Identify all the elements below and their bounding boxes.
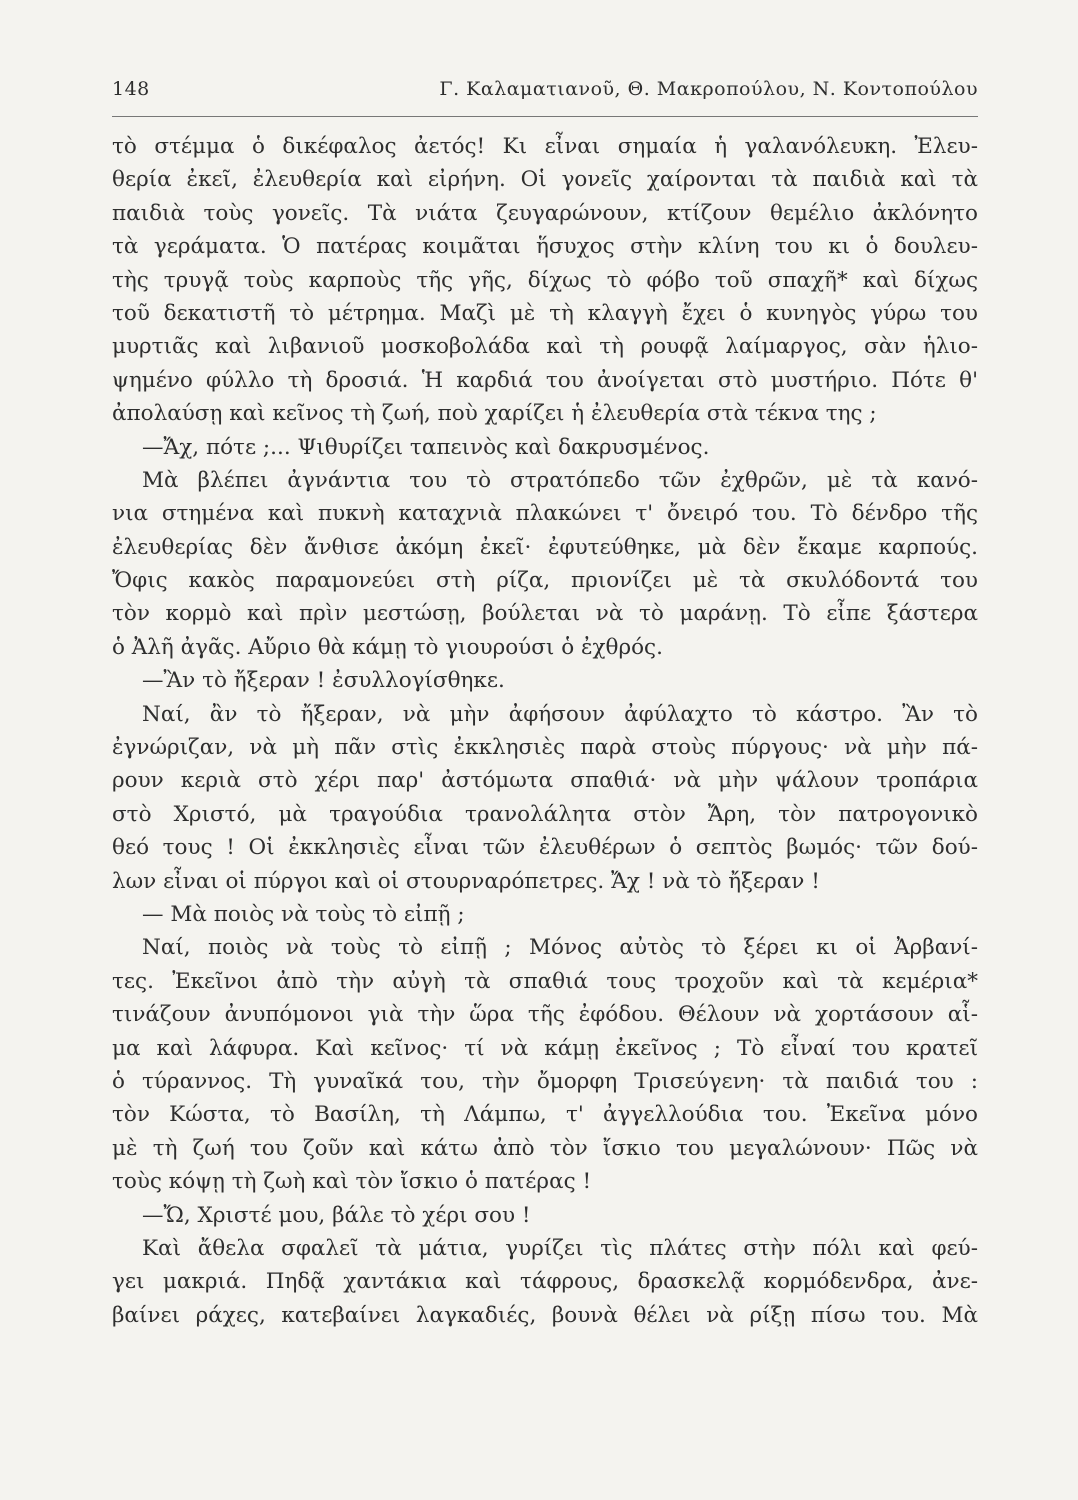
text-line: τινάζουν ἀνυπόμονοι γιὰ τὴν ὥρα τῆς ἐφόδου. Θέλουν νὰ χορτάσουν αἷ-	[112, 1002, 978, 1028]
text-line: ψημένο φύλλο τὴ δροσιά. Ἡ καρδιά του ἀνοίγεται στὸ μυστήριο. Πότε θ'	[112, 367, 978, 393]
text-line: μα καὶ λάφυρα. Καὶ κεῖνος· τί νὰ κάμῃ ἐκεῖνος ; Τὸ εἶναί του κρατεῖ	[112, 1035, 978, 1061]
text-line: —Ὤ, Χριστέ μου, βάλε τὸ χέρι σου !	[142, 1202, 531, 1228]
text-line: ρουν κεριὰ στὸ χέρι παρ' ἀστόμωτα σπαθιά· νὰ μὴν ψάλουν τροπάρια	[112, 768, 978, 794]
text-line: μὲ τὴ ζωή του ζοῦν καὶ κάτω ἀπὸ τὸν ἴσκιο του μεγαλώνουν· Πῶς νὰ	[112, 1135, 978, 1161]
text-line: τοῦ δεκατιστῆ τὸ μέτρημα. Μαζὶ μὲ τὴ κλαγγὴ ἔχει ὁ κυνηγὸς γύρω του	[112, 300, 978, 326]
text-line: —Ἄχ, πότε ;... Ψιθυρίζει ταπεινὸς καὶ δακρυσμένος.	[142, 434, 710, 460]
body-text	[112, 130, 978, 1332]
text-line: τὴς τρυγᾷ τοὺς καρποὺς τῆς γῆς, δίχως τὸ φόβο τοῦ σπαχῆ* καὶ δίχως	[112, 267, 978, 293]
text-line: ἀπολαύσῃ καὶ κεῖνος τὴ ζωή, ποὺ χαρίζει ἡ ἐλευθερία στὰ τέκνα της ;	[112, 401, 877, 427]
text-line: τὸν Κώστα, τὸ Βασίλη, τὴ Λάμπω, τ' ἀγγελλούδια του. Ἐκεῖνα μόνο	[112, 1102, 978, 1128]
text-line: ὁ Ἀλῆ ἀγᾶς. Αὔριο θὰ κάμῃ τὸ γιουρούσι ὁ ἐχθρός.	[112, 634, 663, 660]
text-line: θερία ἐκεῖ, ἐλευθερία καὶ εἰρήνη. Οἱ γονεῖς χαίρονται τὰ παιδιὰ καὶ τὰ	[112, 167, 978, 193]
text-line: ἐλευθερίας δὲν ἄνθισε ἀκόμη ἐκεῖ· ἐφυτεύθηκε, μὰ δὲν ἔκαμε καρπούς.	[112, 534, 978, 560]
text-line: Ναί, ἂν τὸ ἤξεραν, νὰ μὴν ἀφήσουν ἀφύλαχτο τὸ κάστρο. Ἂν τὸ	[142, 701, 978, 727]
header-rule	[112, 116, 978, 117]
text-line: Ὄφις κακὸς παραμονεύει στὴ ρίζα, πριονίζει μὲ τὰ σκυλόδοντά του	[112, 568, 978, 594]
page-header	[112, 78, 978, 110]
text-line: τὸ στέμμα ὁ δικέφαλος ἀετός! Κι εἶναι σημαία ἡ γαλανόλευκη. Ἐλευ-	[112, 134, 978, 159]
text-line: τὸν κορμὸ καὶ πρὶν μεστώσῃ, βούλεται νὰ τὸ μαράνῃ. Τὸ εἶπε ξάστερα	[112, 601, 978, 627]
text-line: βαίνει ράχες, κατεβαίνει λαγκαδιές, βουνὰ θέλει νὰ ρίξῃ πίσω του. Μὰ	[112, 1302, 978, 1328]
text-line: τες. Ἐκεῖνοι ἀπὸ τὴν αὐγὴ τὰ σπαθιά τους τροχοῦν καὶ τὰ κεμέρια*	[112, 968, 978, 994]
text-line: — Μὰ ποιὸς νὰ τοὺς τὸ εἰπῇ ;	[142, 901, 465, 927]
text-line: ὁ τύραννος. Τὴ γυναῖκά του, τὴν ὄμορφη Τρισεύγενη· τὰ παιδιά του :	[112, 1068, 978, 1094]
text-line: τοὺς κόψῃ τὴ ζωὴ καὶ τὸν ἴσκιο ὁ πατέρας !	[112, 1169, 592, 1195]
text-line: τὰ γεράματα. Ὁ πατέρας κοιμᾶται ἥσυχος στὴν κλίνη του κι ὁ δουλευ-	[112, 234, 978, 260]
text-line: Καὶ ἄθελα σφαλεῖ τὰ μάτια, γυρίζει τὶς πλάτες στὴν πόλι καὶ φεύ-	[142, 1235, 978, 1261]
text-line: στὸ Χριστό, μὰ τραγούδια τρανολάλητα στὸν Ἄρη, τὸν πατρογονικὸ	[112, 801, 978, 827]
text-line: Ναί, ποιὸς νὰ τοὺς τὸ εἰπῇ ; Μόνος αὐτὸς τὸ ξέρει κι οἱ Ἀρβανί-	[142, 935, 978, 961]
text-line: νια στημένα καὶ πυκνὴ καταχνιὰ πλακώνει τ' ὄνειρό του. Τὸ δένδρο τῆς	[112, 501, 978, 527]
running-title: Γ. Καλαματιανοῦ, Θ. Μακροπούλου, Ν. Κοντοπούλου	[439, 78, 978, 100]
text-line: θεό τους ! Οἱ ἐκκλησιὲς εἶναι τῶν ἐλευθέρων ὁ σεπτὸς βωμός· τῶν δού-	[112, 835, 978, 861]
page-number: 148	[112, 78, 150, 100]
text-line: γει μακριά. Πηδᾷ χαντάκια καὶ τάφρους, δρασκελᾷ κορμόδενδρα, ἀνε-	[112, 1269, 978, 1295]
text-line: μυρτιᾶς καὶ λιβανιοῦ μοσκοβολάδα καὶ τὴ ρουφᾷ λαίμαργος, σὰν ἡλιο-	[112, 334, 978, 360]
text-line: Μὰ βλέπει ἀγνάντια του τὸ στρατόπεδο τῶν ἐχθρῶν, μὲ τὰ κανό-	[142, 467, 978, 493]
text-line: ἐγνώριζαν, νὰ μὴ πᾶν στὶς ἐκκλησιὲς παρὰ στοὺς πύργους· νὰ μὴν πά-	[112, 735, 978, 761]
text-line: παιδιὰ τοὺς γονεῖς. Τὰ νιάτα ζευγαρώνουν, κτίζουν θεμέλιο ἀκλόνητο	[112, 200, 978, 226]
text-line: λων εἶναι οἱ πύργοι καὶ οἱ στουρναρόπετρες. Ἄχ ! νὰ τὸ ἤξεραν !	[112, 868, 820, 894]
text-line: —Ἂν τὸ ἤξεραν ! ἐσυλλογίσθηκε.	[142, 668, 505, 694]
